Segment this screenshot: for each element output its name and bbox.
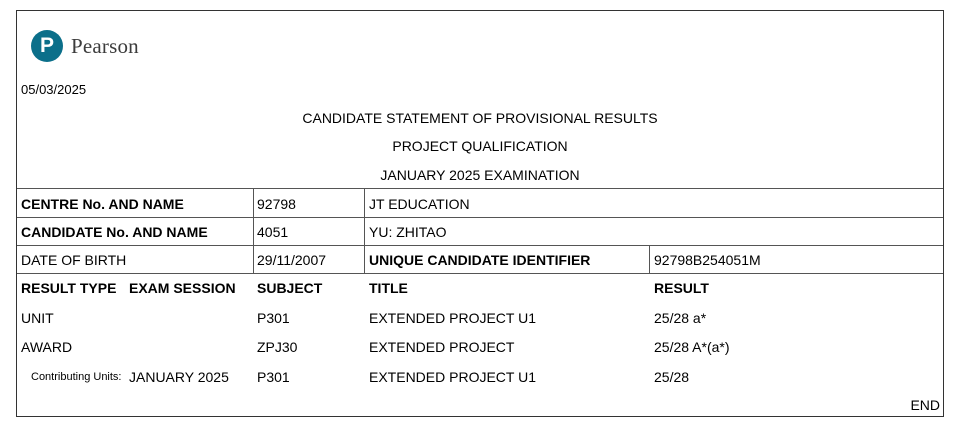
statement-title: CANDIDATE STATEMENT OF PROVISIONAL RESULTS	[302, 110, 658, 126]
statement-date: 05/03/2025	[21, 82, 87, 97]
row-award-title: EXTENDED PROJECT	[369, 339, 515, 355]
header-exam-session: EXAM SESSION	[129, 280, 236, 296]
uci-value: 92798B254051M	[654, 252, 761, 268]
qualification-title: PROJECT QUALIFICATION	[392, 138, 568, 154]
centre-name: JT EDUCATION	[369, 196, 470, 212]
table-divider	[253, 188, 254, 273]
end-marker: END	[910, 397, 940, 413]
header-title: TITLE	[369, 280, 408, 296]
table-rule	[17, 245, 943, 246]
header-subject: SUBJECT	[257, 280, 323, 296]
exam-session-title: JANUARY 2025 EXAMINATION	[380, 167, 580, 183]
date-of-birth: 29/11/2007	[257, 252, 327, 268]
row-unit-subject: P301	[257, 310, 290, 326]
table-divider	[364, 188, 365, 273]
logo-wordmark: Pearson	[71, 33, 139, 58]
table-divider	[649, 245, 650, 273]
logo-glyph: P	[39, 34, 54, 57]
centre-number: 92798	[257, 196, 296, 212]
centre-label: CENTRE No. AND NAME	[21, 196, 184, 212]
header-result: RESULT	[654, 280, 709, 296]
contributing-session: JANUARY 2025	[129, 369, 229, 385]
row-unit-type: UNIT	[21, 310, 54, 326]
row-award-subject: ZPJ30	[257, 339, 298, 355]
table-rule	[17, 217, 943, 218]
row-unit-result: 25/28 a*	[654, 310, 707, 326]
candidate-number: 4051	[257, 224, 289, 240]
row-award-type: AWARD	[21, 339, 73, 355]
row-unit-title: EXTENDED PROJECT U1	[369, 310, 536, 326]
contributing-units-label: Contributing Units:	[31, 371, 122, 383]
pearson-logo	[31, 23, 171, 69]
header-result-type: RESULT TYPE	[21, 280, 117, 296]
contributing-subject: P301	[257, 369, 290, 385]
table-rule	[17, 273, 943, 274]
candidate-name: YU: ZHITAO	[369, 224, 447, 240]
contributing-title: EXTENDED PROJECT U1	[369, 369, 536, 385]
results-statement	[16, 10, 944, 417]
row-award-result: 25/28 A*(a*)	[654, 339, 730, 355]
uci-label: UNIQUE CANDIDATE IDENTIFIER	[369, 252, 591, 268]
candidate-label: CANDIDATE No. AND NAME	[21, 224, 208, 240]
contributing-result: 25/28	[654, 369, 690, 385]
dob-label: DATE OF BIRTH	[21, 252, 127, 268]
table-rule	[17, 188, 943, 189]
pearson-p-icon	[31, 30, 63, 62]
